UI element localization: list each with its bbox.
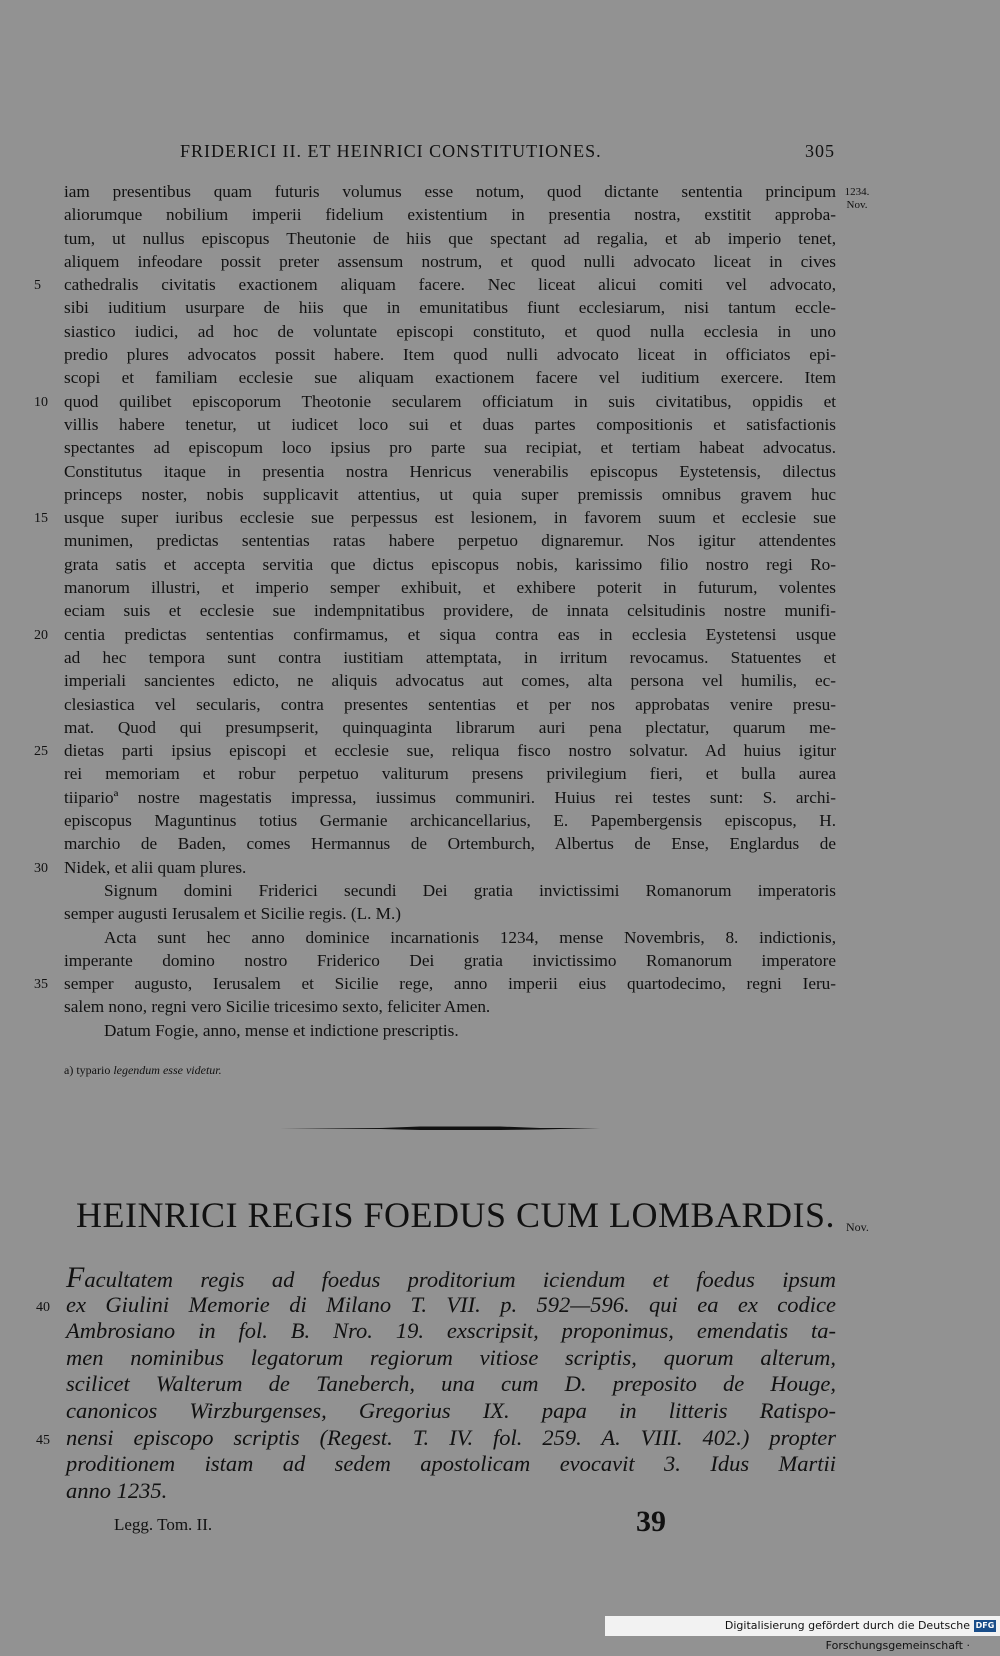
section-intro — [36, 1261, 836, 1504]
intro-line — [66, 1345, 836, 1372]
body-line — [34, 506, 836, 529]
body-line-text: marchio de Baden, comes Hermannus de Ortemburch, Albertus de Ense, Englardus de — [64, 834, 836, 854]
body-line — [64, 483, 836, 506]
body-line-text: Acta sunt hec anno dominice incarnationis 1234, mense Novembris, 8. indictionis, — [104, 927, 836, 947]
body-line — [64, 343, 836, 366]
page-number: 305 — [805, 141, 835, 161]
body-line-text: imperante domino nostro Friderico Dei gratia invictissimo Romanorum imperatore — [64, 950, 836, 970]
body-line-text: predio plures advocatos possit habere. Item quod nulli advocato liceat in officiatos epi- — [64, 345, 836, 365]
footnote-note: legendum esse videtur. — [113, 1063, 222, 1077]
body-line-text: cathedralis civitatis exactionem aliquam facere. Nec liceat alicui comiti vel advocato, — [64, 275, 836, 295]
intro-line — [66, 1398, 836, 1425]
body-line — [64, 1019, 836, 1042]
section-divider — [280, 1125, 600, 1131]
body-line-text: grata satis et accepta servitia que dictus episcopus nobis, karissimo filio nostro regi Ro- — [64, 554, 836, 574]
body-line-text: Nidek, et alii quam plures. — [64, 857, 247, 877]
heading-margin-note: Nov. — [846, 1220, 869, 1234]
line-number: 25 — [34, 744, 48, 760]
body-line-text: villis habere tenetur, ut iudicet loco sui et duas partes compositionis et satisfactionis — [64, 414, 836, 434]
body-line — [64, 716, 836, 739]
body-line — [64, 902, 836, 925]
body-line — [34, 856, 836, 879]
body-line — [64, 180, 836, 203]
body-line — [64, 529, 836, 552]
body-line-text: tiiparioª nostre magestatis impressa, iussimus communiri. Huius rei testes sunt: S. archi- — [64, 787, 836, 807]
margin-date — [842, 186, 872, 212]
body-line — [64, 832, 836, 855]
body-line-text: Constitutus itaque in presentia nostra Henricus venerabilis episcopus Eystetensis, dilectus — [64, 461, 836, 481]
body-line — [34, 739, 836, 762]
body-line-text: quod quilibet episcoporum Theotonie secularem officiatum in suis civitatibus, oppidis et — [64, 391, 836, 411]
body-line-text: Signum domini Friderici secundi Dei gratia invictissimi Romanorum imperatoris — [104, 880, 836, 900]
intro-line-text: anno 1235. — [66, 1477, 168, 1503]
body-line — [64, 926, 836, 949]
body-line-text: ad hec tempora sunt contra iustitiam attemptata, in irritum revocamus. Statuentes et — [64, 647, 836, 667]
body-line — [64, 366, 836, 389]
body-line-text: semper augusti Ierusalem et Sicilie regis. (L. M.) — [64, 904, 401, 924]
intro-line — [66, 1371, 836, 1398]
body-line — [64, 646, 836, 669]
funding-text: Digitalisierung gefördert durch die Deutsche Forschungsgemeinschaft · — [724, 1619, 970, 1652]
line-number: 30 — [34, 860, 48, 876]
intro-line — [66, 1261, 836, 1294]
intro-line-text: ex Giulini Memorie di Milano T. VII. p. 592—596. qui ea ex codice — [66, 1291, 836, 1317]
footnote — [64, 1063, 222, 1078]
body-line-text: centia predictas sententias confirmamus, et siqua contra eas in ecclesia Eystetensi usque — [64, 624, 836, 644]
dfg-logo: DFG — [975, 1621, 995, 1630]
body-line — [64, 320, 836, 343]
intro-line — [66, 1478, 836, 1505]
body-line-text: Datum Fogie, anno, mense et indictione prescriptis. — [104, 1020, 459, 1040]
funding-footer — [605, 1616, 1000, 1652]
body-line — [64, 693, 836, 716]
line-number: 40 — [36, 1299, 50, 1315]
margin-date-month: Nov. — [846, 199, 868, 211]
running-head-title: FRIDERICI II. ET HEINRICI CONSTITUTIONES. — [180, 141, 602, 161]
body-line-text: mat. Quod qui presumpserit, quinquaginta librarum auri pena plectatur, quarum me- — [64, 717, 836, 737]
intro-line-text: canonicos Wirzburgenses, Gregorius IX. papa in litteris Ratispo- — [66, 1397, 836, 1423]
intro-line-text: men nominibus legatorum regiorum vitiose scriptis, quorum alterum, — [66, 1344, 836, 1370]
running-head — [180, 141, 835, 165]
margin-date-year: 1234. — [844, 186, 870, 198]
body-line-text: scopi et familiam ecclesie sue aliquam exactionem facere vel iuditium exercere. Item — [64, 368, 836, 388]
body-line-text: dietas parti ipsius episcopi et ecclesie sue, reliqua fisco nostro solvatur. Ad huius igitur — [64, 741, 836, 761]
intro-line — [36, 1291, 836, 1319]
body-line — [64, 995, 836, 1018]
body-line-text: siastico iudici, ad hoc de voluntate episcopi constituto, et quod nulla ecclesia in uno — [64, 321, 836, 341]
body-line — [64, 436, 836, 459]
body-line-text: usque super iuribus ecclesie sue perpessus est lesionem, in favorem suum et ecclesie sue — [64, 508, 836, 528]
line-number: 20 — [34, 627, 48, 643]
body-line — [64, 203, 836, 226]
body-line — [64, 879, 836, 902]
intro-line-text: acultatem regis ad foedus proditorium iciendum et foedus ipsum — [84, 1267, 836, 1292]
body-line-text: rei memoriam et robur perpetuo valiturum presens privilegium fieri, et bulla aurea — [64, 764, 836, 784]
body-line — [34, 972, 836, 995]
volume-signature: Legg. Tom. II. — [114, 1515, 213, 1534]
line-number: 5 — [34, 278, 41, 294]
body-line — [34, 273, 836, 296]
section-heading: HEINRICI REGIS FOEDUS CUM LOMBARDIS. — [76, 1195, 836, 1235]
body-line — [64, 227, 836, 250]
body-line — [64, 460, 836, 483]
body-line — [64, 413, 836, 436]
intro-line-text: proditionem istam ad sedem apostolicam evocavit 3. Idus Martii — [66, 1451, 836, 1477]
body-line-text: aliquem infeodare possit preter assensum nostrum, et quod nulli advocato liceat in cives — [64, 251, 836, 271]
body-line — [34, 623, 836, 646]
body-line-text: aliorumque nobilium imperii fidelium existentium in presentia nostra, exstitit approba- — [64, 205, 836, 225]
body-line — [34, 390, 836, 413]
line-number: 10 — [34, 394, 48, 410]
intro-line-text: Ambrosiano in fol. B. Nro. 19. exscripsit, proponimus, emendatis ta- — [66, 1318, 836, 1344]
intro-line-text: scilicet Walterum de Taneberch, una cum D. preposito de Houge, — [66, 1371, 836, 1397]
body-line-text: salem nono, regni vero Sicilie tricesimo sexto, feliciter Amen. — [64, 997, 491, 1017]
body-line-text: imperiali sancientes edicto, ne aliquis advocatus aut comes, alta persona vel humilis, ec- — [64, 671, 836, 691]
body-line — [64, 553, 836, 576]
body-line-text: spectantes ad episcopum loco ipsius pro parte sua recipiat, et tertiam habeat advocatus. — [64, 438, 836, 458]
body-line-text: clesiastica vel secularis, contra presentes sententias et per nos approbatas venire presu- — [64, 694, 836, 714]
body-line-text: manorum illustri, et imperio semper exhibuit, et exhibere poterit in futurum, volentes — [64, 578, 836, 598]
body-line — [64, 599, 836, 622]
line-number: 15 — [34, 511, 48, 527]
body-line — [64, 296, 836, 319]
body-line-text: princeps noster, nobis supplicavit attentius, ut quia super premissis omnibus gravem huc — [64, 484, 836, 504]
intro-line — [66, 1318, 836, 1345]
body-line — [64, 762, 836, 785]
body-line — [64, 669, 836, 692]
body-line — [64, 576, 836, 599]
body-line — [64, 786, 836, 809]
document-body — [34, 180, 836, 1042]
body-line-text: munimen, predictas sententias ratas habere perpetuo dignaremur. Nos igitur attendentes — [64, 531, 836, 551]
body-line — [64, 250, 836, 273]
line-number: 45 — [36, 1432, 50, 1448]
intro-line-text: nensi episcopo scriptis (Regest. T. IV. fol. 259. A. VIII. 402.) propter — [66, 1424, 836, 1450]
body-line — [64, 949, 836, 972]
footnote-marker: a) typario — [64, 1063, 111, 1077]
intro-line — [66, 1451, 836, 1478]
line-number: 35 — [34, 977, 48, 993]
initial-letter: F — [66, 1261, 85, 1294]
body-line-text: sibi iuditium usurpare de hiis que in emunitatibus fiunt ecclesiarum, nisi tantum eccle- — [64, 298, 836, 318]
body-line — [64, 809, 836, 832]
body-line-text: eciam suis et ecclesie sue indempnitatibus providere, de innata celsitudinis nostre munifi- — [64, 601, 836, 621]
body-line-text: semper augusto, Ierusalem et Sicilie rege, anno imperii eius quartodecimo, regni Ieru- — [64, 974, 836, 994]
sheet-number: 39 — [636, 1505, 666, 1538]
body-line-text: tum, ut nullus episcopus Theutonie de hiis que spectant ad regalia, et ab imperio tenet, — [64, 228, 836, 248]
body-line-text: episcopus Maguntinus totius Germanie archicancellarius, E. Papembergensis episcopus, H. — [64, 811, 836, 831]
intro-line — [36, 1424, 836, 1452]
body-line-text: iam presentibus quam futuris volumus esse notum, quod dictante sententia principum — [64, 182, 836, 201]
